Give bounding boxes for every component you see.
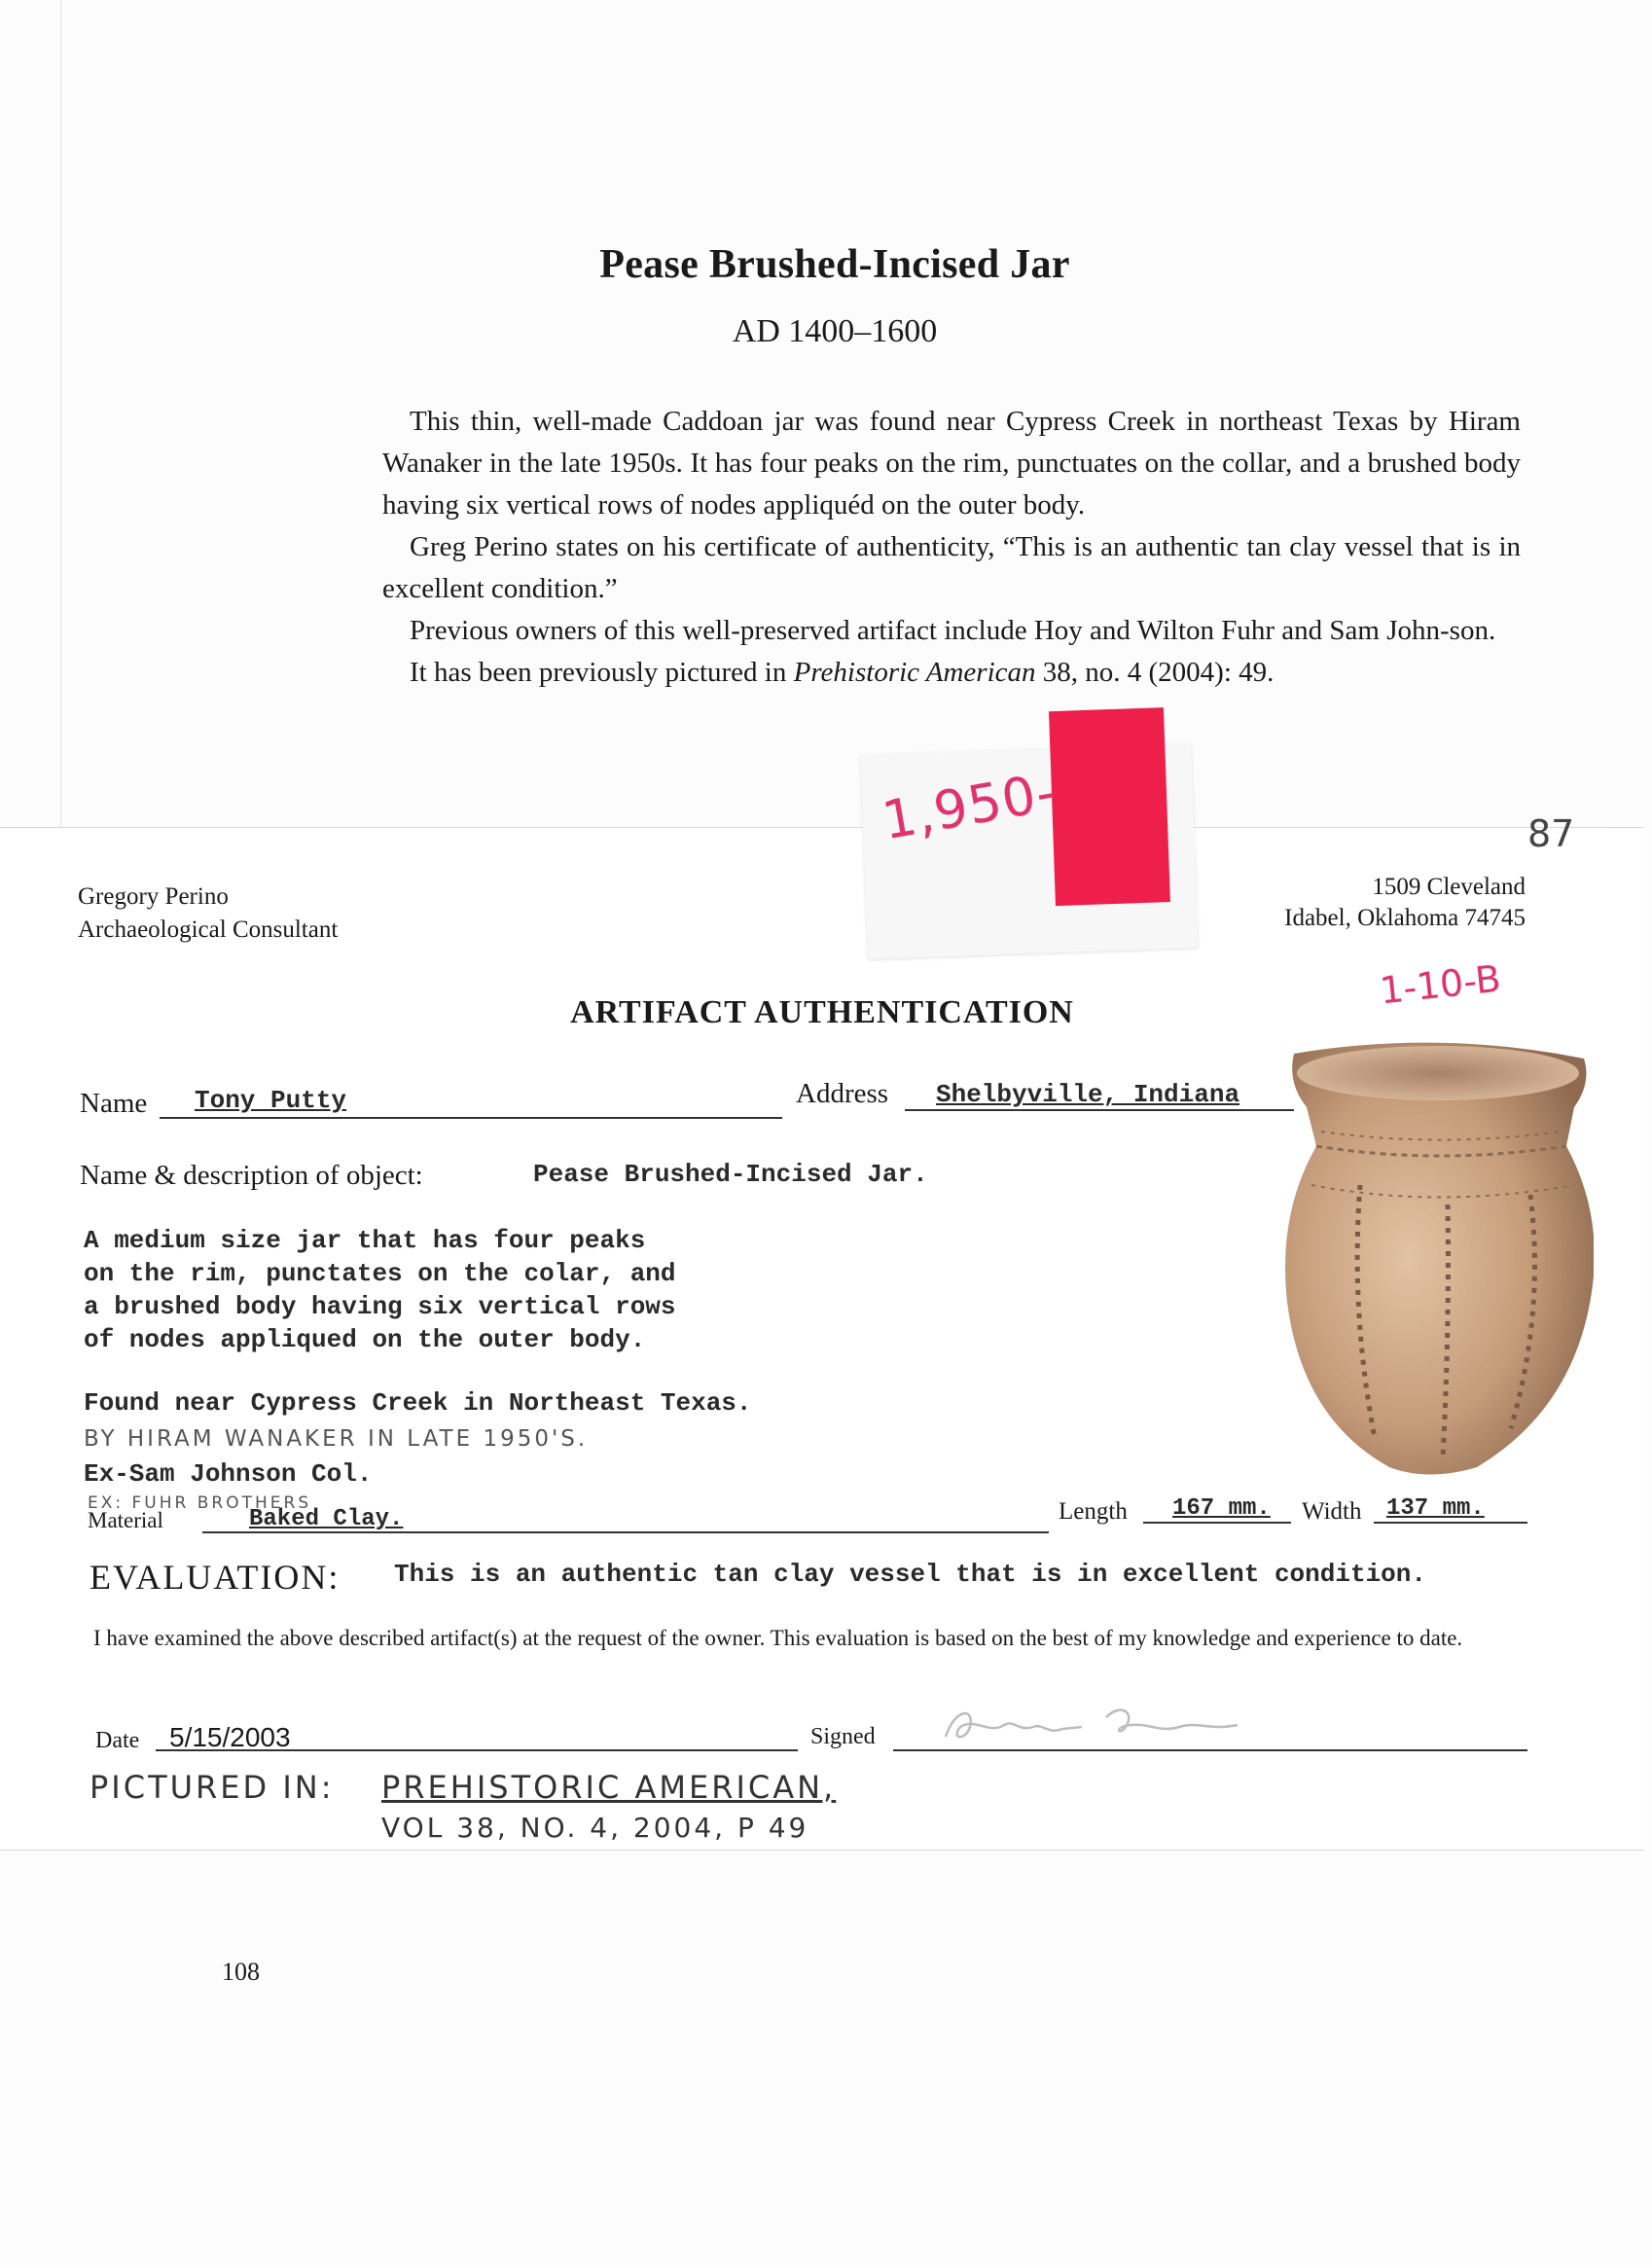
handwritten-publication-volume: VOL 38, NO. 4, 2004, P 49 — [381, 1812, 809, 1844]
page-number: 108 — [222, 1958, 260, 1986]
consultant-title: Archaeological Consultant — [78, 917, 339, 943]
owner-name: Tony Putty — [195, 1086, 347, 1115]
page-dates: AD 1400–1600 — [732, 313, 938, 349]
address-line — [905, 1109, 1294, 1111]
date-label: Date — [95, 1728, 140, 1753]
evaluation-text: This is an authentic tan clay vessel that is in excellent condition. — [394, 1560, 1426, 1589]
book-page — [60, 0, 1608, 827]
width-value: 137 mm. — [1386, 1495, 1485, 1522]
object-description: A medium size jar that has four peaks on the rim, punctates on the colar, and a brushed body having six vertical rows of nodes appliqued on the outer body. — [84, 1226, 676, 1354]
address-label: Address — [796, 1078, 889, 1109]
handwritten-ex-note: EX: FUHR BROTHERS — [88, 1493, 312, 1513]
certificate-title: ARTIFACT AUTHENTICATION — [570, 994, 1074, 1030]
consultant-address-street: 1509 Cleveland — [1372, 874, 1526, 900]
consultant-address-city: Idabel, Oklahoma 74745 — [1284, 905, 1526, 931]
material-value: Baked Clay. — [249, 1506, 404, 1532]
length-line — [1143, 1522, 1291, 1524]
inventory-number: 87 — [1527, 812, 1575, 855]
object-name: Pease Brushed-Incised Jar. — [533, 1160, 928, 1189]
book-paragraph: This thin, well-made Caddoan jar was found near Cypress Creek in northeast Texas by Hiram Wanaker in the late 1950s. It has four peaks on the rim, punctuates on the collar, and a brushed body having six vertical rows of nodes appliquéd on the outer body. — [382, 406, 1521, 521]
book-paragraph-last — [382, 652, 1521, 694]
handwritten-pictured-label: PICTURED IN: — [90, 1769, 335, 1806]
name-label: Name — [80, 1088, 148, 1119]
book-paragraph: Previous owners of this well-preserved artifact include Hoy and Wilton Fuhr and Sam John-son. — [410, 615, 1496, 646]
price-tag-red-stripe — [1049, 707, 1170, 906]
examined-statement: I have examined the above described artifact(s) at the request of the owner. This evaluation is based on the best of my knowledge and experience to date. — [93, 1626, 1463, 1650]
evaluation-label: EVALUATION: — [90, 1558, 341, 1597]
price-text: 1,950- — [878, 760, 1061, 852]
handwritten-finder-note: BY HIRAM WANAKER IN LATE 1950'S. — [84, 1426, 589, 1452]
signed-label: Signed — [810, 1724, 876, 1749]
object-label: Name & description of object: — [80, 1160, 423, 1191]
consultant-name: Gregory Perino — [78, 883, 229, 910]
price-tag — [860, 743, 1198, 959]
signature-image — [936, 1698, 1257, 1751]
length-value: 167 mm. — [1172, 1495, 1271, 1522]
book-paragraph: Greg Perino states on his certificate of authenticity, “This is an authentic tan clay vessel that is in excellent condition.” — [382, 531, 1521, 604]
found-location: Found near Cypress Creek in Northeast Texas. — [84, 1388, 752, 1418]
jar-photo — [1282, 1039, 1594, 1477]
date-value: 5/15/2003 — [169, 1722, 291, 1752]
book-body-text — [382, 401, 1521, 694]
owner-address: Shelbyville, Indiana — [936, 1080, 1240, 1109]
publication-title: Prehistoric American — [793, 657, 1036, 688]
handwritten-publication: PREHISTORIC AMERICAN, — [381, 1769, 837, 1806]
page-title: Pease Brushed-Incised Jar — [599, 242, 1070, 287]
length-label: Length — [1059, 1498, 1128, 1525]
material-label: Material — [88, 1508, 163, 1532]
catalog-code: 1-10-B — [1378, 956, 1503, 1013]
paragraph-suffix: 38, no. 4 (2004): 49. — [1035, 657, 1275, 688]
ex-collection: Ex-Sam Johnson Col. — [84, 1459, 373, 1489]
width-line — [1374, 1522, 1527, 1524]
name-line — [160, 1117, 782, 1119]
width-label: Width — [1302, 1498, 1362, 1525]
paragraph-prefix: It has been previously pictured in — [410, 657, 794, 688]
